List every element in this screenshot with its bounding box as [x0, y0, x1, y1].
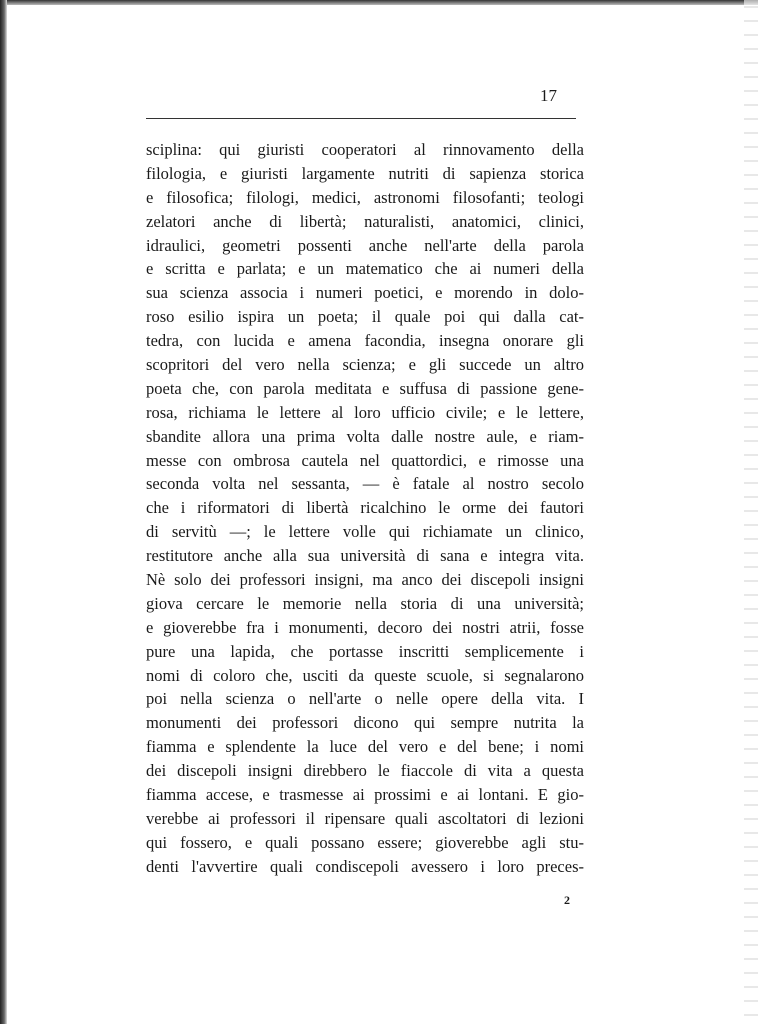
text-line: restitutore anche alla sua università di sana e integra vita. — [146, 546, 584, 566]
text-line: nomi di coloro che, usciti da queste scuole, si segnalarono — [146, 665, 584, 685]
text-line: roso esilio ispira un poeta; il quale poi qui dalla cat- — [146, 307, 584, 327]
text-line: sua scienza associa i numeri poetici, e morendo in dolo- — [146, 283, 584, 303]
text-line: rosa, richiama le lettere al loro ufficio civile; e le lettere, — [146, 402, 584, 422]
scan-edge-right — [744, 0, 758, 1024]
text-line: di servitù —; le lettere volle qui richiamate un clinico, — [146, 522, 584, 542]
text-line: poi nella scienza o nell'arte o nelle opere della vita. I — [146, 689, 584, 709]
signature-mark: 2 — [564, 893, 570, 907]
text-line: denti l'avvertire quali condiscepoli avessero i loro preces- — [146, 856, 584, 876]
text-line: e gioverebbe fra i monumenti, decoro dei nostri atrii, fosse — [146, 617, 584, 637]
text-line: dei discepoli insigni direbbero le fiaccole di vita a questa — [146, 761, 584, 781]
text-line: poeta che, con parola meditata e suffusa di passione gene- — [146, 378, 584, 398]
text-line: sciplina: qui giuristi cooperatori al rinnovamento della — [146, 140, 584, 159]
text-line: pure una lapida, che portasse inscritti semplicemente i — [146, 641, 584, 661]
text-line: tedra, con lucida e amena facondia, insegna onorare gli — [146, 331, 584, 351]
text-line: qui fossero, e quali possano essere; gioverebbe agli stu- — [146, 832, 584, 852]
text-line: scopritori del vero nella scienza; e gli succede un altro — [146, 355, 584, 375]
text-line: fiamma e splendente la luce del vero e del bene; i nomi — [146, 737, 584, 757]
body-text — [146, 138, 584, 879]
text-line: verebbe ai professori il ripensare quali ascoltatori di lezioni — [146, 808, 584, 828]
page-number: 17 — [540, 86, 557, 105]
text-line: Nè solo dei professori insigni, ma anco dei discepoli insigni — [146, 570, 584, 590]
text-line: seconda volta nel sessanta, — è fatale al nostro secolo — [146, 474, 584, 494]
text-line: filologia, e giuristi largamente nutriti di sapienza storica — [146, 163, 584, 183]
text-line: e scritta e parlata; e un matematico che ai numeri della — [146, 259, 584, 279]
text-line: idraulici, geometri possenti anche nell'arte della parola — [146, 235, 584, 255]
scan-edge-top — [0, 0, 758, 5]
header-rule — [146, 118, 576, 119]
text-line: e filosofica; filologi, medici, astronomi filosofanti; teologi — [146, 187, 584, 207]
scan-edge-left — [0, 0, 7, 1024]
text-line: sbandite allora una prima volta dalle nostre aule, e riam- — [146, 426, 584, 446]
text-line: fiamma accese, e trasmesse ai prossimi e ai lontani. E gio- — [146, 785, 584, 805]
text-line: giova cercare le memorie nella storia di una università; — [146, 593, 584, 613]
text-line: che i riformatori di libertà ricalchino le orme dei fautori — [146, 498, 584, 518]
text-line: zelatori anche di libertà; naturalisti, anatomici, clinici, — [146, 211, 584, 231]
text-line: monumenti dei professori dicono qui sempre nutrita la — [146, 713, 584, 733]
text-line: messe con ombrosa cautela nel quattordici, e rimosse una — [146, 450, 584, 470]
